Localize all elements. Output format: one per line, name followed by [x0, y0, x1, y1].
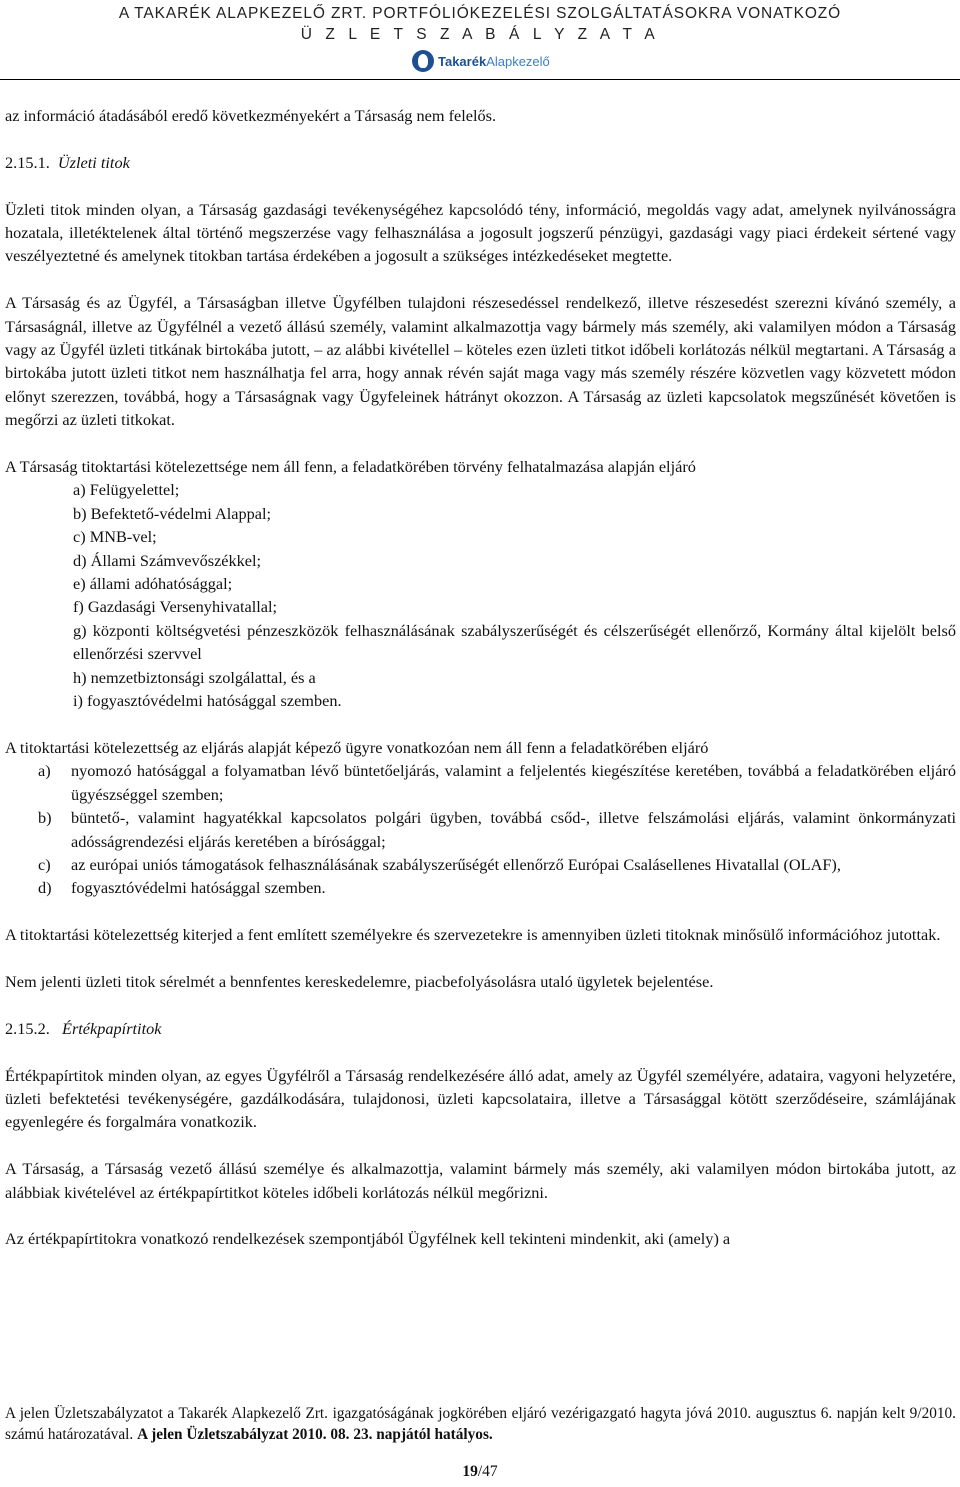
list-marker: c) [38, 854, 51, 874]
list-item: a) Felügyelettel; [73, 480, 180, 500]
paragraph-extension: A titoktartási kötelezettség kiterjed a fent említett személyekre és szervezetekre is amennyiben üzleti titoknak minősülő információhoz jutottak. [5, 925, 941, 945]
list-marker: a) [38, 761, 51, 781]
paragraph-procedure-exceptions: A titoktartási kötelezettség az eljárás alapját képező ügyre vonatkozóan nem áll fenn a feladatkörében eljáró [5, 737, 709, 757]
list-item [5, 853, 956, 876]
list-item: g) központi költségvetési pénzeszközök felhasználásának szabályszerűségét és célszerűségét ellenőrző, Kormány által kijelölt belső ellenőrzési szervvel [73, 620, 956, 664]
takarek-logo [412, 50, 550, 72]
list-item [5, 876, 956, 899]
list-item: b) Befektető-védelmi Alappal; [73, 503, 272, 523]
list-text: nyomozó hatósággal a folyamatban lévő büntetőeljárás, valamint a feljelentés kiegészítése keretében, továbbá a feladatkörében eljáró ügyészséggel szemben; [71, 761, 956, 804]
paragraph-securities-secret-definition: Értékpapírtitok minden olyan, az egyes Ügyfélről a Társaság rendelkezésére álló adat, amely az Ügyfél személyére, adataira, vagyoni helyzetére, üzleti befektetési tevékenységére, gazdálkodására, tulajdonosi, üzleti kapcsolataira, illetve a Társasággal kötött szerződéseire, számlájának egyenlegére és forgalmára vonatkozik. [5, 1065, 956, 1132]
page-total: /47 [477, 1463, 498, 1480]
list-marker: d) [38, 878, 52, 898]
logo-text-bold: Takarék [438, 53, 487, 69]
header-title-line1: A TAKARÉK ALAPKEZELŐ ZRT. PORTFÓLIÓKEZELÉSI SZOLGÁLTATÁSOKRA VONATKOZÓ [118, 5, 842, 22]
list-item: h) nemzetbiztonsági szolgálattal, és a [73, 667, 316, 687]
list-item [5, 806, 956, 853]
list-text: fogyasztóvédelmi hatósággal szemben. [71, 878, 326, 898]
paragraph-exceptions-intro: A Társaság titoktartási kötelezettsége nem áll fenn, a feladatkörében törvény felhatalmazása alapján eljáró [5, 457, 696, 477]
paragraph-trade-secret-definition: Üzleti titok minden olyan, a Társaság gazdasági tevékenységéhez kapcsolódó tény, információ, megoldás vagy adat, amelynek nyilvánosságra hozatala, illetéktelenek által történő megszerzése vagy felhasználása a jogosult jogszerű pénzügyi, gazdasági vagy piaci érdekeit sértené vagy veszélyeztetné és amelynek titokban tartása érdekében a jogosult a szükséges intézkedéseket megtette. [5, 199, 956, 266]
paragraph-secrecy-obligation: A Társaság és az Ügyfél, a Társaságban illetve Ügyfélben tulajdoni részesedéssel rendelkező, illetve részesedést szerezni kívánó személy, a Társaságnál, illetve az Ügyfélnél a vezető állású személy, valamint alkalmazottja vagy bármely más személy, aki valamilyen módon a Társaság vagy az Ügyfél üzleti titkának birtokába jutott, – az alábbi kivétellel – köteles ezen üzleti titkot időbeli korlátozás nélkül megtartani. A Társaság a birtokába jutott üzleti titkot nem használhatja fel arra, hogy annak révén saját maga vagy más személy részére közvetlen vagy közvetett módon előnyt szerezzen, továbbá, hogy a Társaságnak vagy Ügyfeleinek hátrányt okozzon. A Társaság az üzleti kapcsolatok megszűnését követően is megőrzi az üzleti titkokat. [5, 293, 956, 430]
paragraph-insider-reporting: Nem jelenti üzleti titok sérelmét a bennfentes kereskedelemre, piacbefolyásolásra utaló ügyletek bejelentése. [5, 971, 714, 991]
document-body [5, 104, 956, 1251]
section-title: Üzleti titok [57, 152, 130, 172]
section-heading-2-15-1 [5, 151, 956, 174]
header-divider [0, 79, 960, 80]
page-footer [5, 1403, 956, 1445]
page-current: 19 [462, 1463, 478, 1480]
list-item: e) állami adóhatósággal; [73, 574, 233, 594]
footer-effective-date: A jelen Üzletszabályzat 2010. 08. 23. napjától hatályos. [137, 1426, 493, 1443]
page-number [0, 1463, 960, 1481]
list-item: i) fogyasztóvédelmi hatósággal szemben. [73, 691, 342, 711]
list-text: az európai uniós támogatások felhasználásának szabályszerűségét ellenőrző Európai Csalásellenes Hivatallal (OLAF), [71, 854, 841, 874]
paragraph-client-definition: Az értékpapírtitokra vonatkozó rendelkezések szempontjából Ügyfélnek kell tekinteni mindenkit, aki (amely) a [5, 1229, 731, 1249]
footer-approval-note [5, 1403, 956, 1445]
takarek-logo-icon [412, 50, 434, 72]
section-heading-2-15-2 [5, 1017, 956, 1040]
footer-approval-text: A jelen Üzletszabályzatot a Takarék Alapkezelő Zrt. igazgatóságának jogkörében eljáró vezérigazgató hagyta jóvá 2010. augusztus 6. napján kelt 9/2010. számú határozatával. [5, 1405, 956, 1443]
header-title-line2: Ü Z L E T S Z A B Á L Y Z A T A [300, 26, 660, 43]
list-item: c) MNB-vel; [73, 527, 157, 547]
section-number: 2.15.1. [5, 152, 50, 172]
list-marker: b) [38, 808, 52, 828]
list-item: d) Állami Számvevőszékkel; [73, 550, 262, 570]
page-header [0, 0, 960, 86]
paragraph-intro: az információ átadásából eredő következményekért a Társaság nem felelős. [5, 106, 497, 125]
section-title: Értékpapírtitok [62, 1018, 162, 1038]
logo-text-light: Alapkezelő [486, 53, 550, 69]
list-item: f) Gazdasági Versenyhivatallal; [73, 597, 278, 617]
list-text: büntető-, valamint hagyatékkal kapcsolatos polgári ügyben, továbbá csőd-, illetve felszámolási eljárás, valamint önkormányzati adósságrendezési eljárás keretében a bírósággal; [71, 808, 956, 851]
paragraph-securities-secret-obligation: A Társaság, a Társaság vezető állású személye és alkalmazottja, valamint bármely más személy, aki valamilyen módon birtokába jutott, az alábbiak kivételével az értékpapírtitkot köteles időbeli korlátozás nélkül megőrizni. [5, 1159, 956, 1202]
section-number: 2.15.2. [5, 1018, 50, 1038]
logo-text [438, 54, 550, 69]
list-item [5, 759, 956, 806]
